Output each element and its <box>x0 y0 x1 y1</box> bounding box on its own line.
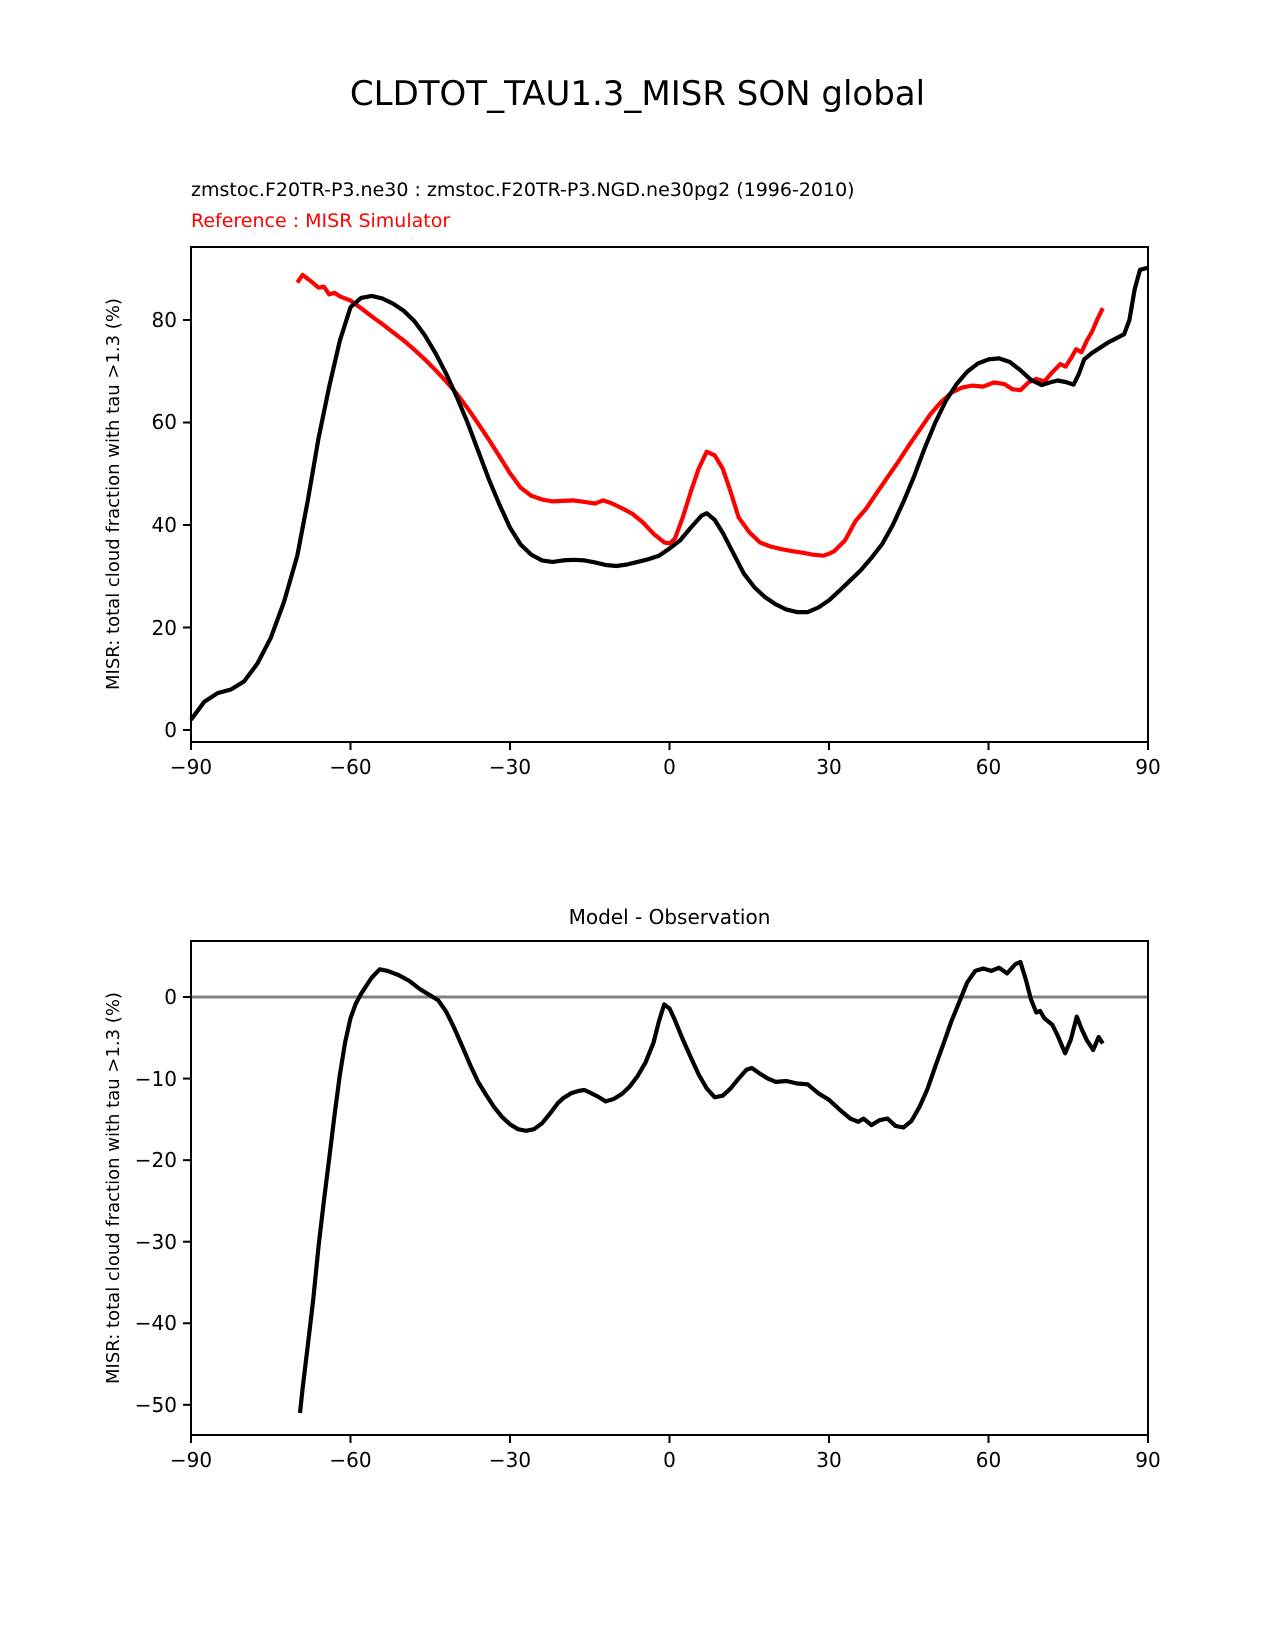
top-x-tick-label: 0 <box>663 755 676 779</box>
top-y-tick-label: 60 <box>151 410 177 435</box>
top-y-tick-label: 20 <box>151 615 177 640</box>
bottom-y-tick-label: −30 <box>134 1229 177 1254</box>
figure-title: CLDTOT_TAU1.3_MISR SON global <box>349 74 926 114</box>
bottom-x-tick-label: 90 <box>1135 1448 1161 1472</box>
reference-line <box>297 275 1103 556</box>
model-line <box>191 268 1148 720</box>
difference-line <box>300 962 1103 1413</box>
bottom-x-tick-label: −30 <box>488 1448 532 1472</box>
top-x-tick-label: 30 <box>816 755 842 779</box>
bottom-x-tick-label: 30 <box>816 1448 842 1472</box>
top-x-tick-label: −60 <box>329 755 372 779</box>
top-y-tick-label: 80 <box>151 307 177 332</box>
bottom-y-axis-label: MISR: total cloud fraction with tau >1.3 (%) <box>103 992 124 1384</box>
top-x-tick-label: −30 <box>488 755 532 779</box>
top-y-tick-label: 40 <box>151 512 177 537</box>
reference-label: Reference : MISR Simulator <box>191 210 451 232</box>
model-run-label: zmstoc.F20TR-P3.ne30 : zmstoc.F20TR-P3.NGD.ne30pg2 (1996-2010) <box>191 179 855 201</box>
bottom-x-tick-label: 0 <box>663 1448 676 1472</box>
bottom-y-tick-label: −50 <box>134 1392 177 1417</box>
top-y-axis-label: MISR: total cloud fraction with tau >1.3 (%) <box>103 298 124 690</box>
top-axes-frame <box>191 247 1148 742</box>
bottom-x-tick-label: 60 <box>975 1448 1002 1472</box>
bottom-axes-frame <box>191 941 1148 1435</box>
bottom-x-tick-label: −90 <box>169 1448 213 1472</box>
bottom-y-tick-label: −40 <box>134 1311 177 1336</box>
bottom-y-tick-label: −10 <box>134 1066 177 1091</box>
top-x-tick-label: 90 <box>1135 755 1161 779</box>
top-y-tick-label: 0 <box>164 718 177 742</box>
top-x-tick-label: −90 <box>169 755 213 779</box>
bottom-x-tick-label: −60 <box>329 1448 372 1472</box>
top-x-tick-label: 60 <box>975 755 1002 779</box>
difference-panel-title: Model - Observation <box>568 905 771 929</box>
bottom-y-tick-label: −20 <box>134 1148 177 1173</box>
bottom-y-tick-label: 0 <box>164 985 177 1010</box>
